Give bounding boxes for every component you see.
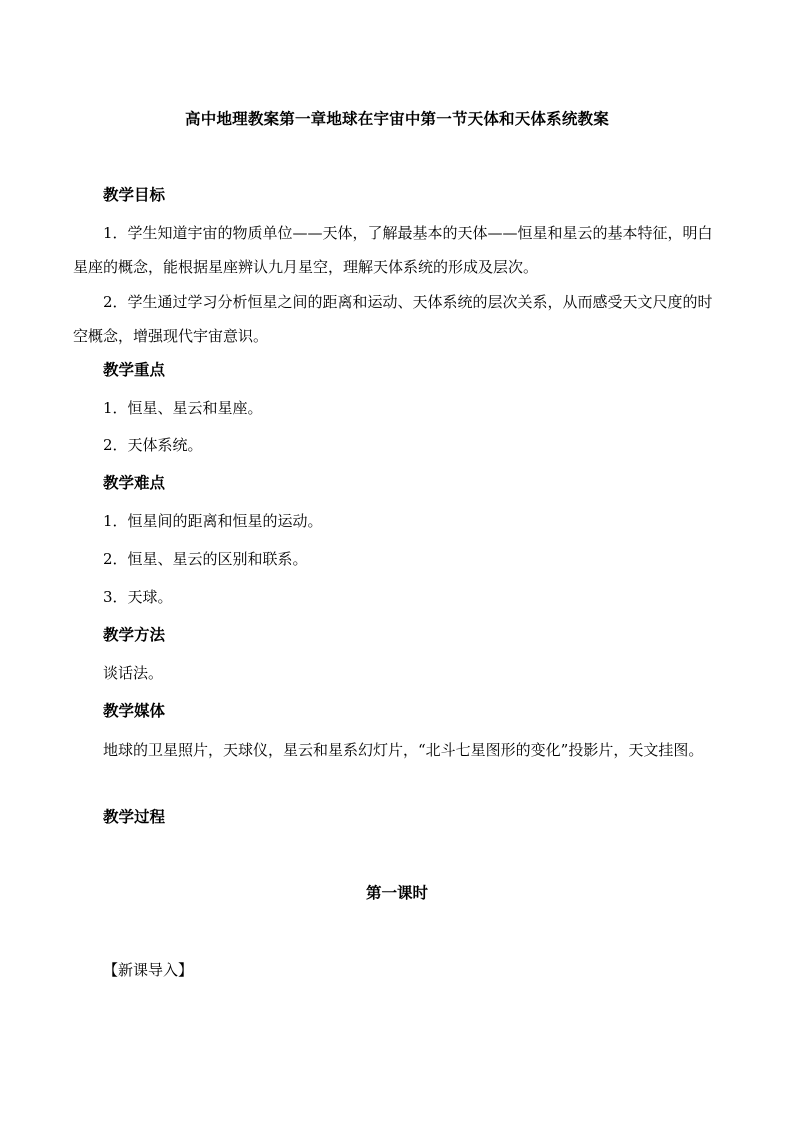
document-title: 高中地理教案第一章地球在宇宙中第一节天体和天体系统教案 [185,109,609,128]
difficulty-item-1: 1．恒星间的距离和恒星的运动。 [103,512,323,530]
intro-label: 【新课导入】 [103,961,194,979]
section-heading-objectives: 教学目标 [103,185,166,204]
section-heading-methods: 教学方法 [103,625,166,644]
section-heading-key-points: 教学重点 [103,360,166,379]
key-point-item-1: 1．恒星、星云和星座。 [103,399,263,417]
section-heading-difficulties: 教学难点 [103,473,166,492]
difficulty-item-3: 3．天球。 [103,588,173,606]
lesson-title: 第一课时 [365,883,428,902]
media-paragraph: 地球的卫星照片，天球仪，星云和星系幻灯片，“北斗七星图形的变化”投影片，天文挂图。 [103,741,704,759]
key-point-item-2: 2．天体系统。 [103,436,203,454]
objective-paragraph-2: 2．学生通过学习分析恒星之间的距离和运动、天体系统的层次关系，从而感受天文尺度的时空概念，增强现代宇宙意识。 [73,293,713,345]
section-heading-process: 教学过程 [103,807,166,826]
difficulty-item-2: 2．恒星、星云的区别和联系。 [103,550,308,568]
methods-text: 谈话法。 [103,664,164,682]
section-heading-media: 教学媒体 [103,701,166,720]
objective-paragraph-1: 1．学生知道宇宙的物质单位——天体，了解最基本的天体——恒星和星云的基本特征，明白星座的概念，能根据星座辨认九月星空，理解天体系统的形成及层次。 [73,224,713,276]
